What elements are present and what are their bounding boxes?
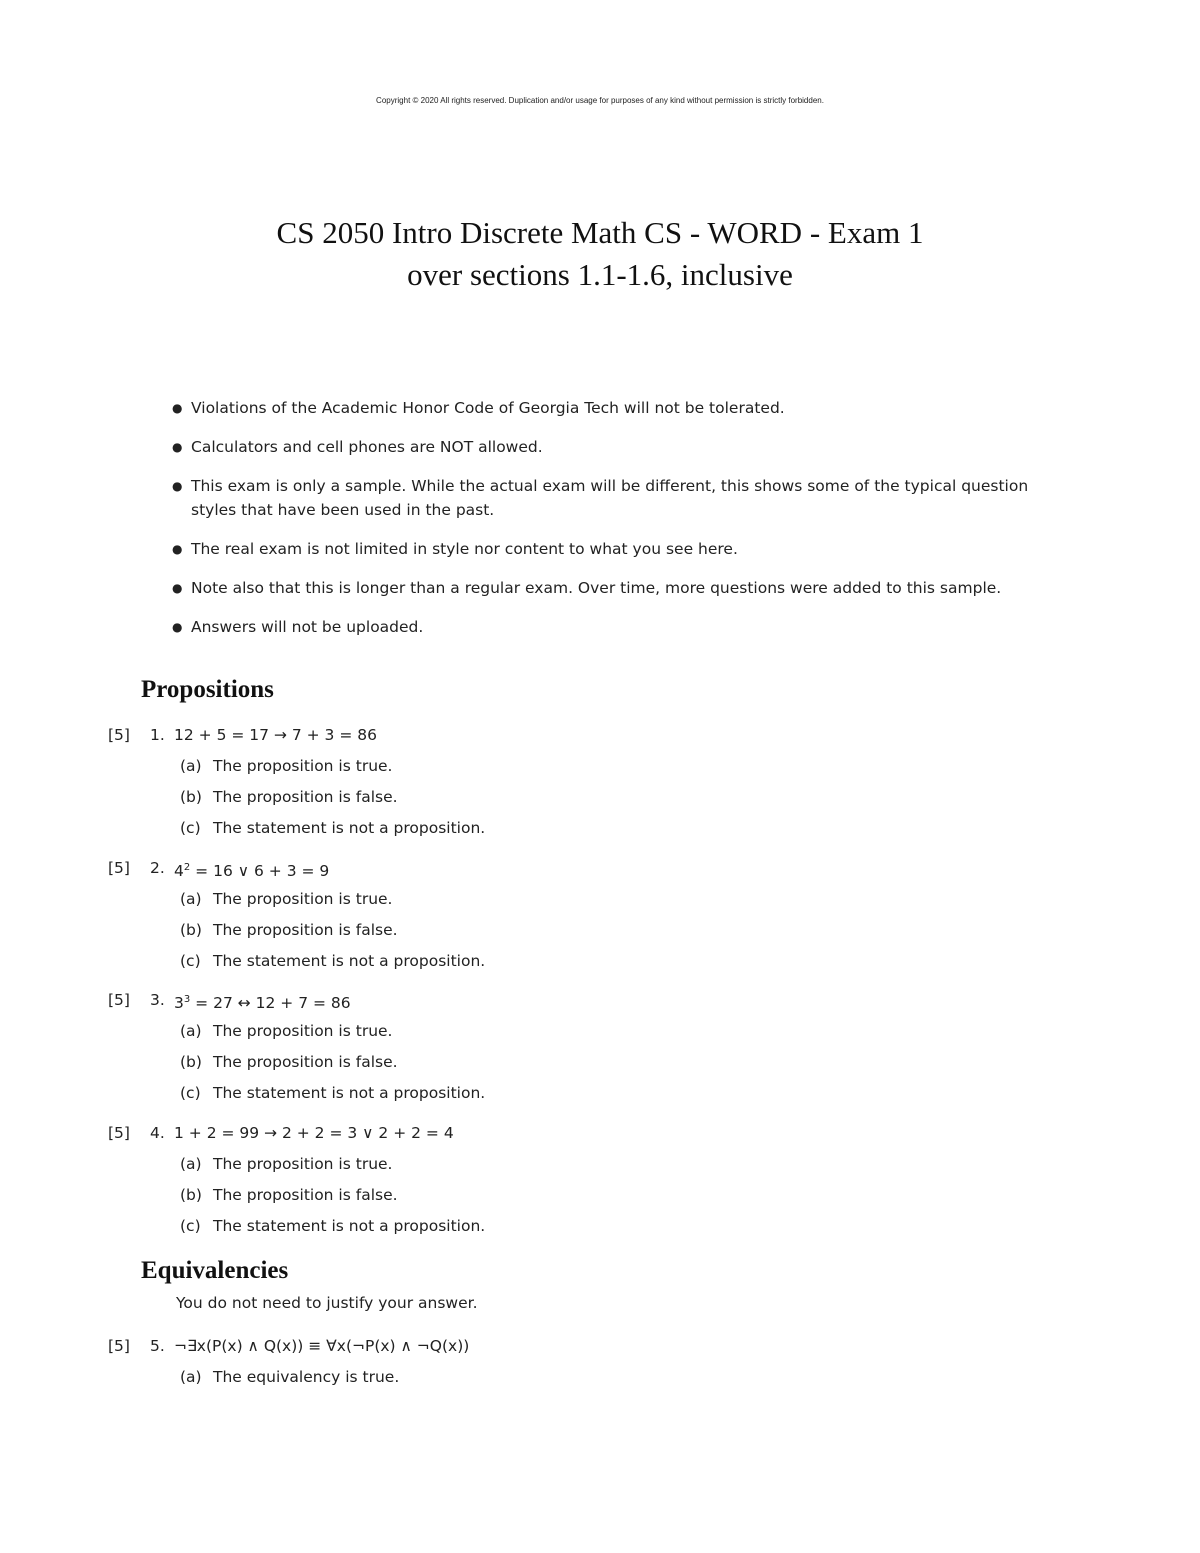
question-points: [5] [108,726,130,744]
answer-option[interactable]: (a) The proposition is true. [180,1155,393,1173]
question-number: 5. [150,1337,165,1355]
question-1 [0,723,1200,844]
bullet-icon: ● [172,440,183,454]
question-points: [5] [108,991,130,1009]
bullet-icon: ● [172,401,183,415]
bullet-icon: ● [172,542,183,556]
bullet-icon: ● [172,620,183,634]
answer-option[interactable]: (a) The proposition is true. [180,757,393,775]
answer-option[interactable]: (b) The proposition is false. [180,788,398,806]
answer-option[interactable]: (a) The equivalency is true. [180,1368,400,1386]
answer-option[interactable]: (c) The statement is not a proposition. [180,819,486,837]
rule-item: ● This exam is only a sample. While the actual exam will be different, this shows some of the typical question styles that have been used in the past. [172,474,1072,522]
section-instruction: You do not need to justify your answer. [176,1294,478,1312]
bullet-icon: ● [172,479,183,493]
rule-item: ● Calculators and cell phones are NOT allowed. [172,435,1072,459]
question-4 [0,1121,1200,1242]
question-statement: 1 + 2 = 99 → 2 + 2 = 3 ∨ 2 + 2 = 4 [174,1124,454,1142]
answer-option[interactable]: (c) The statement is not a proposition. [180,1084,486,1102]
question-5 [0,1334,1200,1393]
answer-option[interactable]: (a) The proposition is true. [180,890,393,908]
answer-option[interactable]: (a) The proposition is true. [180,1022,393,1040]
answer-option[interactable]: (b) The proposition is false. [180,921,398,939]
rule-item: ● Note also that this is longer than a regular exam. Over time, more questions were added to this sample. [172,576,1072,600]
rule-item: ● The real exam is not limited in style nor content to what you see here. [172,537,1072,561]
exam-title-line2: over sections 1.1-1.6, inclusive [407,257,793,292]
question-statement: ¬∃x(P(x) ∧ Q(x)) ≡ ∀x(¬P(x) ∧ ¬Q(x)) [174,1337,470,1355]
question-points: [5] [108,1337,130,1355]
question-statement: $4^2 = 16$ ∨ 6 + 3 = 9 [174,862,330,881]
answer-option[interactable]: (c) The statement is not a proposition. [180,1217,486,1235]
copyright-notice: Copyright © 2020 All rights reserved. Duplication and/or usage for purposes of any kind without permission is strictly forbidden. [376,96,824,105]
question-number: 3. [150,991,165,1009]
question-statement: $3^3 = 27$ ↔ 12 + 7 = 86 [174,994,351,1013]
section-heading-propositions: Propositions [141,676,274,703]
question-2 [0,856,1200,977]
question-number: 2. [150,859,165,877]
exam-title-line1: CS 2050 Intro Discrete Math CS - WORD - Exam 1 [276,215,924,250]
exam-title [0,212,1200,296]
question-number: 1. [150,726,165,744]
question-statement: 12 + 5 = 17 → 7 + 3 = 86 [174,726,377,744]
question-number: 4. [150,1124,165,1142]
section-heading-equivalencies: Equivalencies [141,1257,289,1284]
answer-option[interactable]: (c) The statement is not a proposition. [180,952,486,970]
question-points: [5] [108,859,130,877]
answer-option[interactable]: (b) The proposition is false. [180,1053,398,1071]
answer-option[interactable]: (b) The proposition is false. [180,1186,398,1204]
rule-item: ● Answers will not be uploaded. [172,615,1072,639]
question-3 [0,988,1200,1109]
exam-rules-list [172,396,1072,654]
bullet-icon: ● [172,581,183,595]
rule-item: ● Violations of the Academic Honor Code of Georgia Tech will not be tolerated. [172,396,1072,420]
question-points: [5] [108,1124,130,1142]
